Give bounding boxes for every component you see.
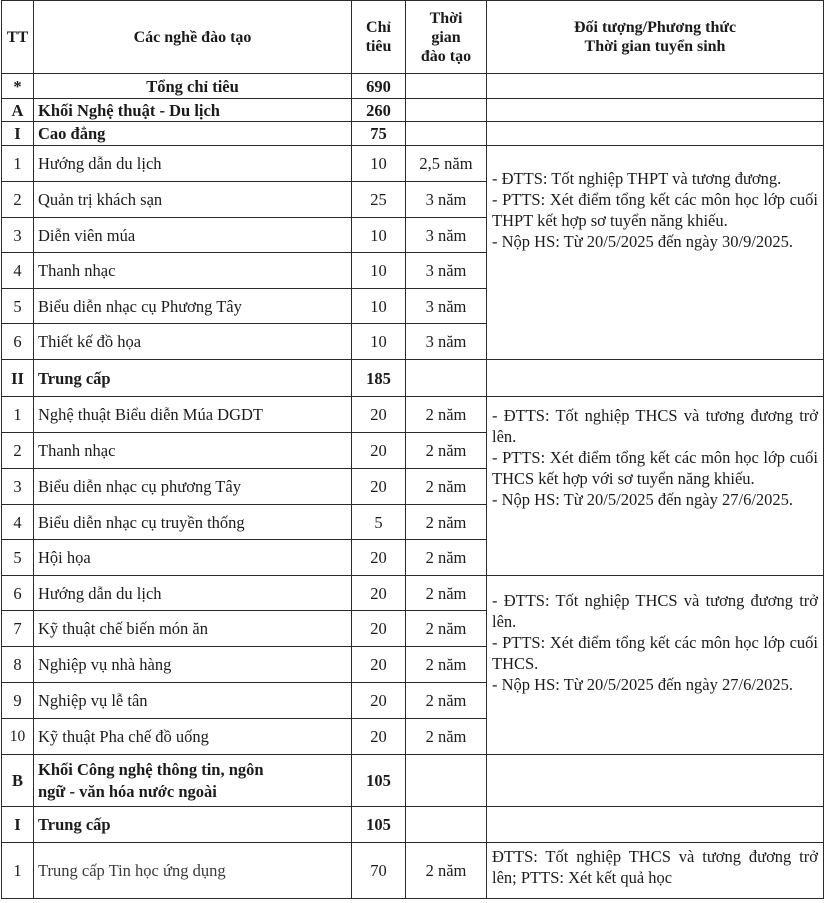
trung-cap-b-tt: I [2, 807, 34, 843]
row-quota: 20 [352, 576, 406, 611]
row-duration: 2 năm [406, 719, 487, 755]
row-name: Biểu diễn nhạc cụ Phương Tây [34, 289, 352, 324]
block-a-value: 260 [352, 99, 406, 122]
header-thoigian [406, 1, 487, 74]
note-line: - PTTS: Xét điểm tổng kết các môn học lớp cuối THPT kết hợp sơ tuyển năng khiếu. [492, 190, 818, 230]
row-name: Kỹ thuật Pha chế đồ uống [34, 719, 352, 755]
note-line: - PTTS: Xét điểm tổng kết các môn học lớp cuối THCS. [492, 633, 818, 673]
note-line: - PTTS: Xét điểm tổng kết các môn học lớp cuối THCS kết hợp với sơ tuyển năng khiếu. [492, 448, 818, 488]
row-tt: 4 [2, 253, 34, 289]
cao-dang-tt: I [2, 122, 34, 146]
row-tt: 1 [2, 843, 34, 899]
block-a-tt: A [2, 99, 34, 122]
note-line: - Nộp HS: Từ 20/5/2025 đến ngày 27/6/2025. [492, 675, 794, 694]
row-tt: 5 [2, 289, 34, 324]
row-quota: 5 [352, 505, 406, 540]
row-name: Hội họa [34, 540, 352, 576]
row-quota: 20 [352, 433, 406, 469]
header-doituong-line1: Đối tượng/Phương thức [573, 19, 737, 36]
row-tt: 10 [2, 719, 34, 755]
row-tt: 2 [2, 182, 34, 218]
cao-dang-note [487, 146, 824, 360]
header-chitieu [352, 1, 406, 74]
trung-cap-a-value: 185 [352, 360, 406, 397]
total-tt: * [2, 74, 34, 99]
table-row [2, 397, 824, 433]
block-b-label-line1: Khối Công nghệ thông tin, ngôn [38, 759, 264, 779]
row-tt: 7 [2, 611, 34, 647]
row-duration: 2 năm [406, 611, 487, 647]
note-line: - Nộp HS: Từ 20/5/2025 đến ngày 30/9/2025. [492, 232, 794, 251]
cao-dang-label: Cao đẳng [34, 122, 352, 146]
row-duration: 3 năm [406, 324, 487, 360]
trung-cap-a-note-1 [487, 397, 824, 576]
note-line: - ĐTTS: Tốt nghiệp THCS và tương đương trở lên. [492, 591, 818, 631]
header-doituong-line2: Thời gian tuyển sinh [584, 38, 726, 55]
row-tt: 6 [2, 576, 34, 611]
row-name: Thanh nhạc [34, 433, 352, 469]
row-quota: 25 [352, 182, 406, 218]
table-row [2, 576, 824, 611]
trung-cap-a-tt: II [2, 360, 34, 397]
row-name: Nghệ thuật Biểu diễn Múa DGDT [34, 397, 352, 433]
row-tt: 1 [2, 146, 34, 182]
row-duration: 2 năm [406, 540, 487, 576]
header-nghe: Các nghề đào tạo [34, 1, 352, 74]
row-name: Diễn viên múa [34, 218, 352, 253]
trung-cap-a-row [2, 360, 824, 397]
row-name: Biểu diễn nhạc cụ truyền thống [34, 505, 352, 540]
row-tt: 1 [2, 397, 34, 433]
row-quota: 10 [352, 289, 406, 324]
row-duration: 3 năm [406, 218, 487, 253]
header-chitieu-line2: tiêu [365, 38, 392, 55]
row-duration: 2,5 năm [406, 146, 487, 182]
header-chitieu-line1: Chỉ [366, 19, 391, 36]
header-row [2, 1, 824, 74]
row-quota: 10 [352, 253, 406, 289]
table-row [2, 146, 824, 182]
row-quota: 20 [352, 469, 406, 505]
trung-cap-a-label: Trung cấp [34, 360, 352, 397]
row-duration: 2 năm [406, 647, 487, 683]
row-tt: 4 [2, 505, 34, 540]
total-label: Tổng chỉ tiêu [34, 74, 352, 99]
row-tt: 2 [2, 433, 34, 469]
row-name: Hướng dẫn du lịch [34, 146, 352, 182]
header-thoigian-line1: Thời [429, 9, 463, 27]
trung-cap-b-value: 105 [352, 807, 406, 843]
trung-cap-a-note-2 [487, 576, 824, 755]
row-name: Thanh nhạc [34, 253, 352, 289]
note-line: - Nộp HS: Từ 20/5/2025 đến ngày 27/6/2025. [492, 490, 794, 509]
row-quota: 20 [352, 719, 406, 755]
block-b-label [34, 755, 352, 807]
row-name: Trung cấp Tin học ứng dụng [34, 843, 352, 899]
row-quota: 10 [352, 218, 406, 253]
block-b-row [2, 755, 824, 807]
row-quota: 20 [352, 611, 406, 647]
trung-cap-b-row [2, 807, 824, 843]
trung-cap-b-label: Trung cấp [34, 807, 352, 843]
row-name: Biểu diễn nhạc cụ phương Tây [34, 469, 352, 505]
note-line: - ĐTTS: Tốt nghiệp THCS và tương đương trở lên. [492, 406, 818, 446]
row-tt: 3 [2, 218, 34, 253]
table-row [2, 843, 824, 899]
row-duration: 3 năm [406, 289, 487, 324]
row-quota: 20 [352, 540, 406, 576]
row-name: Hướng dẫn du lịch [34, 576, 352, 611]
row-tt: 9 [2, 683, 34, 719]
row-tt: 6 [2, 324, 34, 360]
row-duration: 2 năm [406, 683, 487, 719]
enrollment-table [1, 0, 824, 899]
row-duration: 3 năm [406, 253, 487, 289]
row-duration: 2 năm [406, 843, 487, 899]
block-a-row [2, 99, 824, 122]
row-quota: 20 [352, 397, 406, 433]
row-quota: 70 [352, 843, 406, 899]
row-duration: 2 năm [406, 433, 487, 469]
cao-dang-value: 75 [352, 122, 406, 146]
total-row [2, 74, 824, 99]
row-name: Quản trị khách sạn [34, 182, 352, 218]
header-doituong [487, 1, 824, 74]
row-tt: 3 [2, 469, 34, 505]
row-duration: 2 năm [406, 505, 487, 540]
row-name: Nghiệp vụ lễ tân [34, 683, 352, 719]
row-quota: 20 [352, 647, 406, 683]
header-thoigian-line3: đào tạo [420, 47, 472, 65]
row-name: Kỹ thuật chế biến món ăn [34, 611, 352, 647]
block-b-value: 105 [352, 755, 406, 807]
row-name: Nghiệp vụ nhà hàng [34, 647, 352, 683]
note-line: - ĐTTS: Tốt nghiệp THPT và tương đương. [492, 169, 782, 188]
row-duration: 2 năm [406, 397, 487, 433]
block-a-label: Khối Nghệ thuật - Du lịch [34, 99, 352, 122]
row-tt: 8 [2, 647, 34, 683]
row-tt: 5 [2, 540, 34, 576]
trung-cap-b-note: ĐTTS: Tốt nghiệp THCS và tương đương trở lên; PTTS: Xét kết quả học [487, 843, 824, 899]
block-b-tt: B [2, 755, 34, 807]
row-name: Thiết kế đồ họa [34, 324, 352, 360]
row-duration: 2 năm [406, 469, 487, 505]
header-tt: TT [2, 1, 34, 74]
row-quota: 20 [352, 683, 406, 719]
header-thoigian-line2: gian [431, 28, 461, 46]
cao-dang-row [2, 122, 824, 146]
total-value: 690 [352, 74, 406, 99]
row-quota: 10 [352, 146, 406, 182]
block-b-label-line2: ngữ - văn hóa nước ngoài [38, 781, 217, 801]
row-quota: 10 [352, 324, 406, 360]
row-duration: 2 năm [406, 576, 487, 611]
row-duration: 3 năm [406, 182, 487, 218]
